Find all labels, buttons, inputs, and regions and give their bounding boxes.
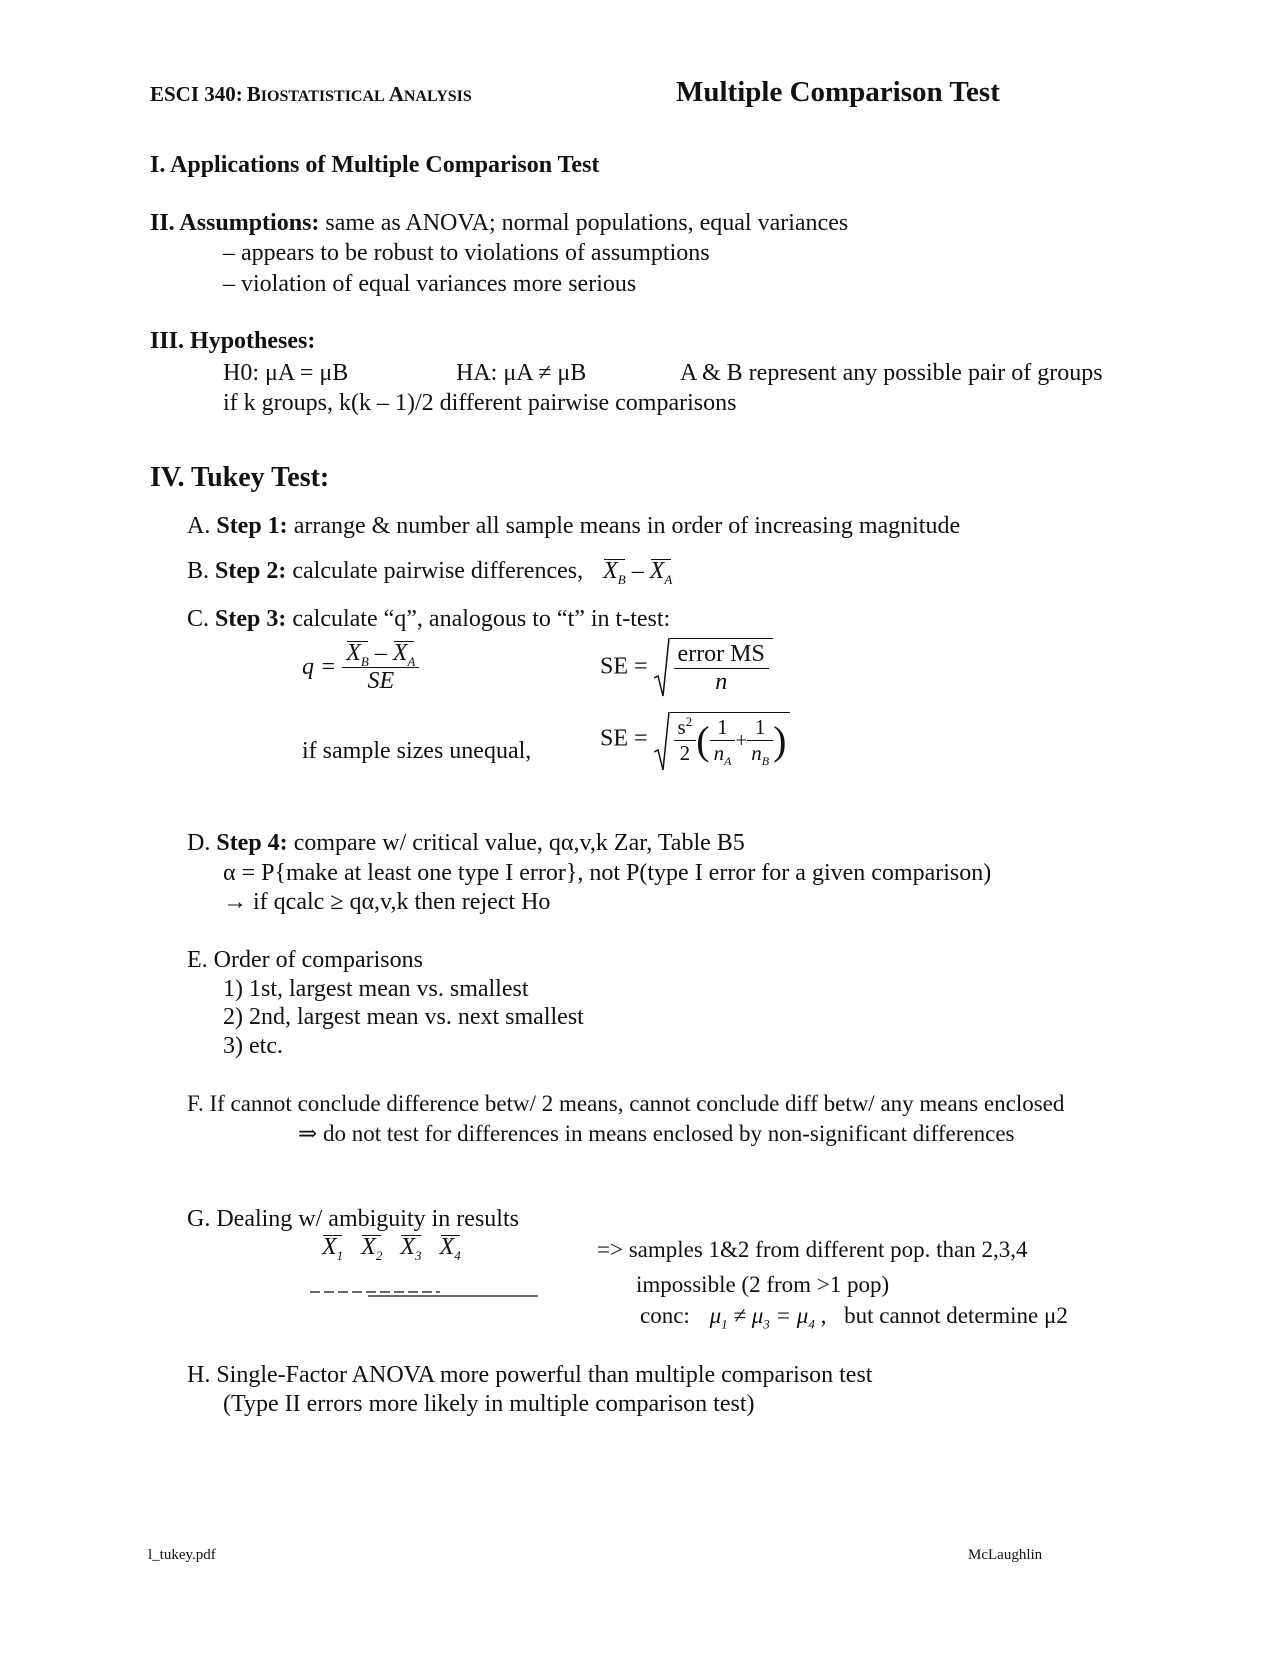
step-c-text: calculate “q”, analogous to “t” in t-test: — [292, 606, 671, 632]
step-d-step: Step 4: — [216, 830, 288, 856]
step-c-step: Step 3: — [215, 606, 287, 632]
step-b-step: Step 2: — [215, 558, 287, 584]
section-2-line-3: – violation of equal variances more serious — [223, 271, 637, 297]
course-code: ESCI 340: — [150, 82, 243, 106]
step-d-line-3: → if qcalc ≥ qα,v,k then reject Ho — [223, 889, 551, 915]
means-ordering: $X_1$ $X_2$ $X_3$ $X_4$ — [322, 1234, 461, 1263]
step-d-label: D. — [187, 830, 211, 856]
step-e-3: 3) etc. — [223, 1033, 283, 1059]
section-1-heading: I. Applications of Multiple Comparison Test — [150, 152, 600, 178]
step-a-step: Step 1: — [216, 513, 288, 539]
course-title-1-rest: IOSTATISTICAL — [260, 88, 385, 105]
sqrt-radical-icon — [654, 638, 670, 698]
section-2-line-1 — [150, 210, 848, 237]
step-g-tail: but cannot determine μ2 — [844, 1303, 1068, 1328]
unequal-text: if sample sizes unequal, — [302, 738, 532, 764]
step-c-label: C. — [187, 606, 210, 632]
step-g-result: => samples 1&2 from different pop. than 2,3,4 — [597, 1237, 1028, 1262]
footer-author: McLaughlin — [968, 1547, 1043, 1563]
course-title-1-cap: B — [246, 82, 261, 106]
step-f-line-1: F. If cannot conclude difference betw/ 2 means, cannot conclude diff betw/ any means enclosed — [187, 1091, 1065, 1116]
alt-hypothesis: HA: μA ≠ μB — [456, 360, 587, 386]
section-3-line-2: if k groups, k(k – 1)/2 different pairwise comparisons — [223, 390, 737, 416]
step-e-heading: E. Order of comparisons — [187, 947, 423, 973]
step-b — [187, 558, 672, 585]
step-d — [187, 830, 745, 857]
step-h-line-1: H. Single-Factor ANOVA more powerful than multiple comparison test — [187, 1362, 873, 1388]
step-a-label: A. — [187, 513, 211, 539]
q-formula — [302, 640, 419, 695]
q-fraction: $\frac{X_B - X_A}{SE}$ — [342, 640, 419, 695]
se-numerator: error MS — [674, 641, 769, 669]
sqrt-radical-icon — [654, 712, 670, 772]
step-d-text: compare w/ critical value, qα,v,k Zar, Table B5 — [293, 830, 745, 856]
step-e-2: 2) 2nd, largest mean vs. next smallest — [223, 1004, 584, 1030]
step-f-line-2: ⇒ do not test for differences in means enclosed by non-significant differences — [298, 1121, 1015, 1146]
q-lhs: q = — [302, 654, 337, 680]
se-formula — [600, 638, 773, 696]
section-2-line-2: – appears to be robust to violations of assumptions — [223, 240, 710, 266]
step-g-conc-label: conc: — [640, 1303, 690, 1328]
course-title-2-rest: NALYSIS — [403, 88, 472, 105]
section-2-heading: II. Assumptions: — [150, 210, 320, 236]
null-hypothesis: H0: μA = μB — [223, 360, 349, 386]
pairwise-diff-formula: $X_B - X_A$ — [603, 558, 673, 587]
mu-relation: $\mu_1 \ne \mu_3 = \mu_4$ , — [709, 1303, 827, 1332]
hypothesis-note: A & B represent any possible pair of groups — [680, 360, 1103, 386]
step-b-text: calculate pairwise differences, — [292, 558, 584, 584]
se-unequal-formula — [600, 712, 790, 769]
section-2-text: same as ANOVA; normal populations, equal variances — [319, 210, 849, 236]
course-header — [150, 82, 472, 107]
se-equals: SE = — [600, 653, 648, 680]
page-title: Multiple Comparison Test — [676, 76, 1000, 108]
step-g-conclusion — [640, 1303, 1068, 1332]
course-title-2-cap: A — [388, 82, 404, 106]
step-a-text: arrange & number all sample means in order of increasing magnitude — [293, 513, 961, 539]
step-b-label: B. — [187, 558, 210, 584]
step-e-1: 1) 1st, largest mean vs. smallest — [223, 976, 529, 1002]
step-c — [187, 606, 670, 633]
section-3-heading: III. Hypotheses: — [150, 328, 316, 354]
se-unequal-sqrt: $\frac{s^2}{2}$ ( $\frac{1}{n_A}$ + $\frac{1}{n_B}$ ) — [654, 712, 791, 766]
step-d-line-2: α = P{make at least one type I error}, not P(type I error for a given comparison) — [223, 860, 992, 886]
se-sqrt — [654, 638, 773, 696]
section-4-heading: IV. Tukey Test: — [150, 462, 330, 493]
nonsignificance-underlines — [310, 1290, 540, 1298]
footer-filename: l_tukey.pdf — [148, 1547, 216, 1563]
se-denominator: n — [715, 669, 728, 695]
se-unequal-equals: SE = — [600, 725, 648, 752]
q-denominator: SE — [367, 668, 395, 694]
step-h-line-2: (Type II errors more likely in multiple comparison test) — [223, 1391, 755, 1417]
step-a — [187, 513, 960, 540]
step-g-heading: G. Dealing w/ ambiguity in results — [187, 1206, 519, 1232]
step-g-line-2: impossible (2 from >1 pop) — [636, 1272, 890, 1297]
